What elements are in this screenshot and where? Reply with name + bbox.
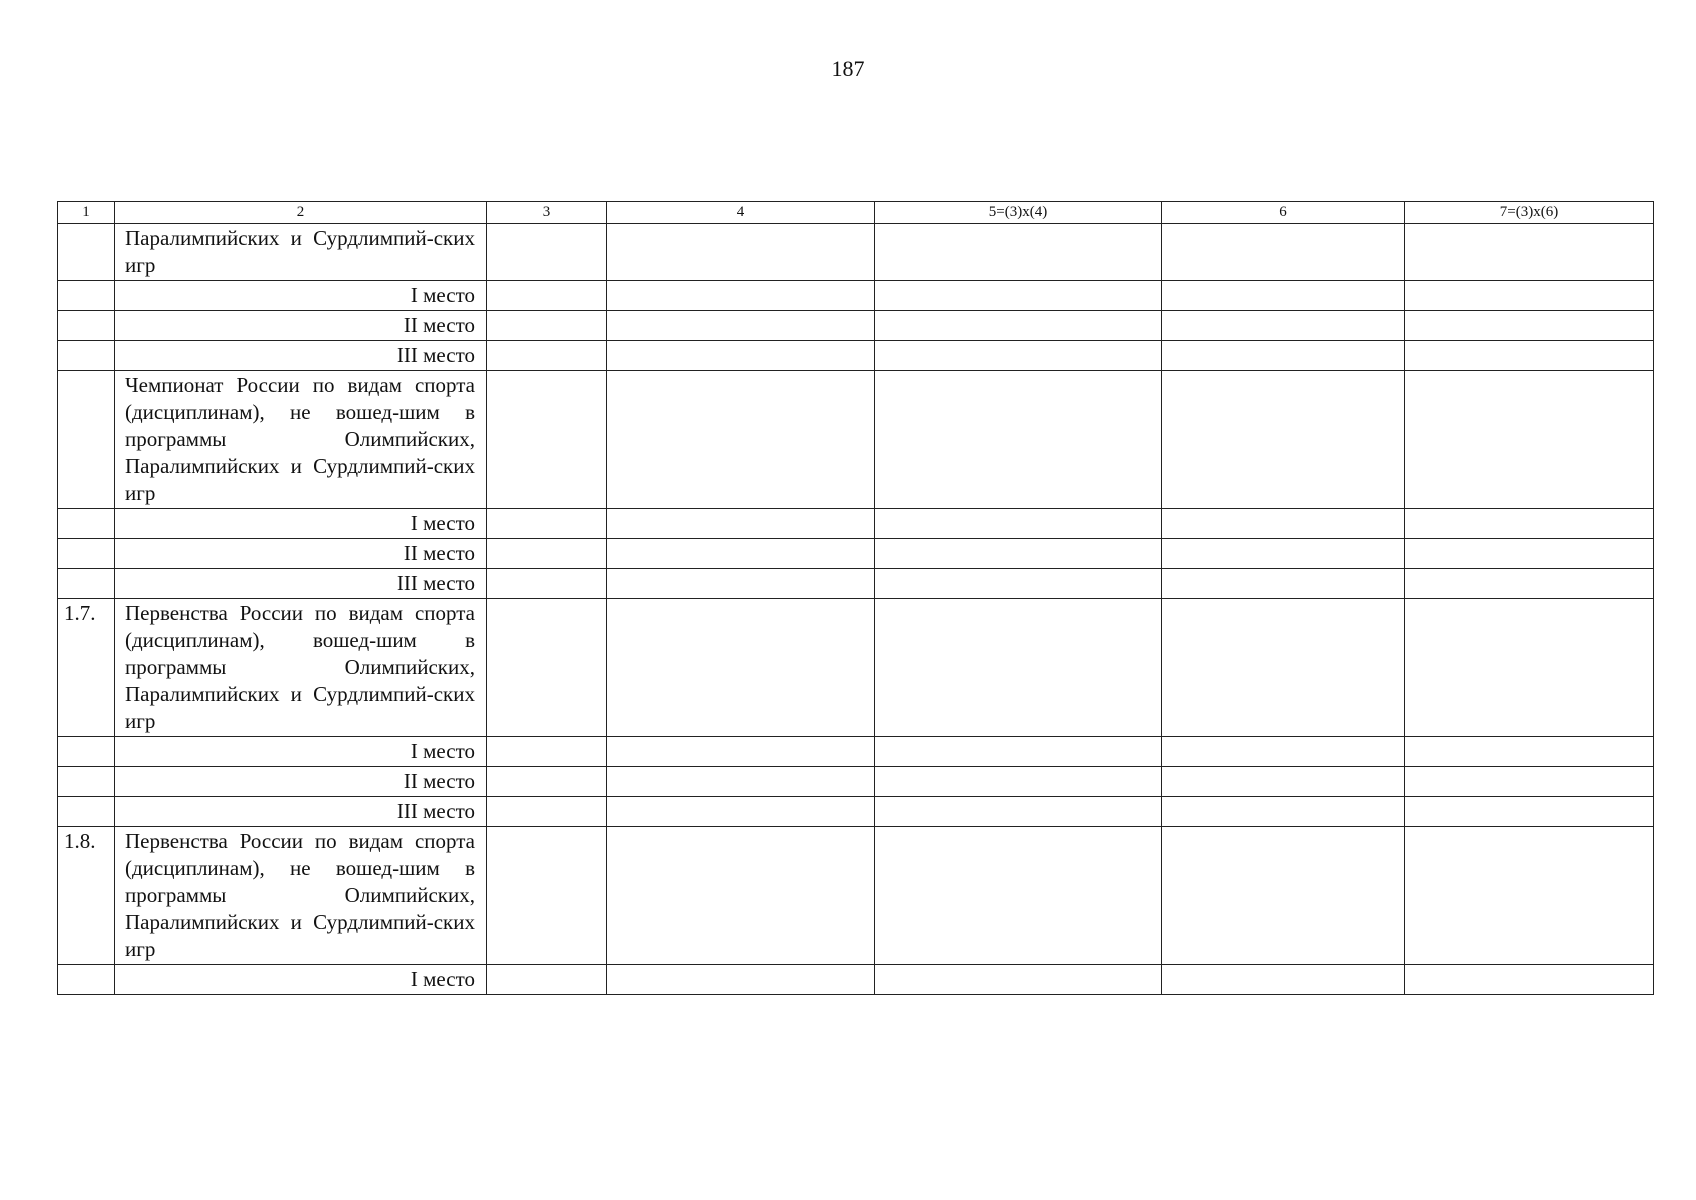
row-number: 1.7.	[58, 599, 115, 737]
table-row	[58, 224, 1654, 281]
row-description: II место	[115, 539, 487, 569]
cell	[1405, 539, 1654, 569]
row-number	[58, 509, 115, 539]
row-description: I место	[115, 509, 487, 539]
table-row	[58, 797, 1654, 827]
cell	[875, 224, 1162, 281]
table-row	[58, 341, 1654, 371]
cell	[487, 509, 607, 539]
cell	[1162, 509, 1405, 539]
cell	[1405, 341, 1654, 371]
row-number	[58, 965, 115, 995]
cell	[487, 281, 607, 311]
cell	[607, 599, 875, 737]
row-description: III место	[115, 569, 487, 599]
cell	[875, 539, 1162, 569]
table-row	[58, 599, 1654, 737]
cell	[487, 341, 607, 371]
cell	[1405, 281, 1654, 311]
cell	[875, 311, 1162, 341]
cell	[1405, 224, 1654, 281]
cell	[607, 341, 875, 371]
cell	[487, 311, 607, 341]
table-row	[58, 827, 1654, 965]
table-row	[58, 737, 1654, 767]
cell	[607, 281, 875, 311]
cell	[1405, 827, 1654, 965]
cell	[607, 371, 875, 509]
cell	[1405, 965, 1654, 995]
row-number	[58, 737, 115, 767]
cell	[487, 599, 607, 737]
cell	[487, 737, 607, 767]
cell	[875, 797, 1162, 827]
cell	[1162, 569, 1405, 599]
cell	[1162, 341, 1405, 371]
row-description: III место	[115, 341, 487, 371]
row-description: I место	[115, 737, 487, 767]
cell	[487, 569, 607, 599]
row-number	[58, 797, 115, 827]
cell	[1162, 539, 1405, 569]
cell	[875, 737, 1162, 767]
cell	[607, 965, 875, 995]
cell	[607, 797, 875, 827]
cell	[1405, 311, 1654, 341]
cell	[487, 767, 607, 797]
table-row	[58, 311, 1654, 341]
table-row	[58, 371, 1654, 509]
header-cell: 6	[1162, 202, 1405, 224]
cell	[875, 341, 1162, 371]
row-description: II место	[115, 767, 487, 797]
cell	[875, 767, 1162, 797]
table-header-row	[58, 202, 1654, 224]
table-row	[58, 509, 1654, 539]
row-description: I место	[115, 281, 487, 311]
header-cell: 2	[115, 202, 487, 224]
header-cell: 1	[58, 202, 115, 224]
row-number: 1.8.	[58, 827, 115, 965]
row-description: III место	[115, 797, 487, 827]
header-cell: 3	[487, 202, 607, 224]
cell	[607, 539, 875, 569]
cell	[1162, 827, 1405, 965]
row-description: II место	[115, 311, 487, 341]
table-row	[58, 767, 1654, 797]
cell	[1162, 311, 1405, 341]
cell	[1162, 281, 1405, 311]
cell	[607, 737, 875, 767]
cell	[607, 509, 875, 539]
header-cell: 4	[607, 202, 875, 224]
cell	[487, 371, 607, 509]
cell	[1162, 965, 1405, 995]
cell	[607, 767, 875, 797]
cell	[1162, 599, 1405, 737]
row-description: I место	[115, 965, 487, 995]
cell	[487, 539, 607, 569]
page-number: 187	[831, 56, 865, 81]
cell	[487, 797, 607, 827]
cell	[1162, 797, 1405, 827]
table-row	[58, 569, 1654, 599]
cell	[1162, 371, 1405, 509]
header-cell: 5=(3)x(4)	[875, 202, 1162, 224]
row-description: Первенства России по видам спорта (дисциплинам), вошед-шим в программы Олимпийских, Паралимпийских и Сурдлимпий-ских игр	[115, 599, 487, 737]
norms-table	[57, 201, 1654, 995]
cell	[1405, 509, 1654, 539]
cell	[1405, 569, 1654, 599]
cell	[1405, 371, 1654, 509]
cell	[1162, 767, 1405, 797]
table-row	[58, 965, 1654, 995]
cell	[607, 569, 875, 599]
cell	[1405, 737, 1654, 767]
cell	[487, 827, 607, 965]
row-number	[58, 767, 115, 797]
cell	[607, 311, 875, 341]
cell	[1405, 797, 1654, 827]
row-number	[58, 224, 115, 281]
cell	[875, 509, 1162, 539]
row-number	[58, 281, 115, 311]
cell	[1405, 599, 1654, 737]
row-description: Паралимпийских и Сурдлимпий-ских игр	[115, 224, 487, 281]
cell	[487, 224, 607, 281]
row-number	[58, 311, 115, 341]
cell	[487, 965, 607, 995]
row-number	[58, 539, 115, 569]
cell	[875, 827, 1162, 965]
cell	[1405, 767, 1654, 797]
row-description: Чемпионат России по видам спорта (дисциплинам), не вошед-шим в программы Олимпийских, Паралимпийских и Сурдлимпий-ских игр	[115, 371, 487, 509]
row-number	[58, 569, 115, 599]
row-number	[58, 341, 115, 371]
cell	[875, 965, 1162, 995]
cell	[875, 371, 1162, 509]
row-number	[58, 371, 115, 509]
header-cell: 7=(3)x(6)	[1405, 202, 1654, 224]
cell	[1162, 224, 1405, 281]
table-row	[58, 539, 1654, 569]
table-row	[58, 281, 1654, 311]
row-description: Первенства России по видам спорта (дисциплинам), не вошед-шим в программы Олимпийских, Паралимпийских и Сурдлимпий-ских игр	[115, 827, 487, 965]
cell	[607, 827, 875, 965]
cell	[875, 281, 1162, 311]
cell	[875, 599, 1162, 737]
cell	[607, 224, 875, 281]
cell	[875, 569, 1162, 599]
cell	[1162, 737, 1405, 767]
